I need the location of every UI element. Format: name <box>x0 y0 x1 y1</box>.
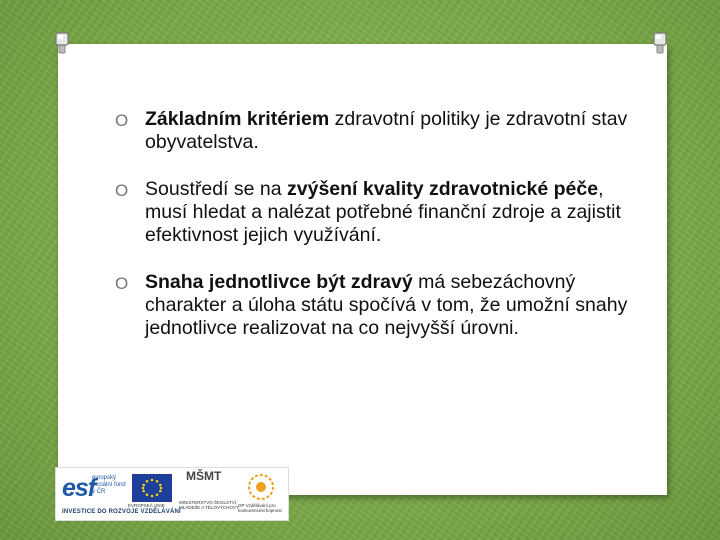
eu-caption: EVROPSKÁ UNIE <box>128 503 165 508</box>
eu-flag-icon <box>132 474 172 502</box>
bullet-item <box>115 108 635 154</box>
bullet-text: Soustředí se na <box>145 178 288 200</box>
pin-right-icon <box>652 32 668 54</box>
msmt-logo: MŠMT <box>186 469 222 483</box>
bullet-text: má sebezáchovný charakter a úloha státu spočívá v tom, že umožní snahy jednotlivce realizovat na co nejvyšší úrovni. <box>145 271 628 339</box>
esf-logo: esf evropský sociální fond v ČR <box>62 474 126 502</box>
bullet-marker: O <box>115 274 129 293</box>
msmt-caption: MINISTERSTVO ŠKOLSTVÍ, MLÁDEŽE A TĚLOVÝCHOVY <box>179 500 239 510</box>
pin-left-icon <box>54 32 70 54</box>
bullet-bold-text: Snaha jednotlivce být zdravý <box>145 271 413 293</box>
bullet-bold-text: zvýšení kvality zdravotnické péče <box>287 178 599 200</box>
bullet-marker: O <box>115 181 129 200</box>
bullet-item <box>115 178 635 247</box>
op-caption: OP Vzdělávání pro konkurenceschopnost <box>238 503 282 513</box>
bullet-text: , musí hledat a nalézat potřebné finanční zdroje a zajistit efektivnost jejich využívání. <box>145 178 621 246</box>
funding-logos-strip <box>55 467 289 521</box>
logos-footer-text: INVESTICE DO ROZVOJE VZDĚLÁVÁNÍ <box>62 509 181 515</box>
bullet-bold-text: Základním kritériem <box>145 108 330 130</box>
bullet-text: zdravotní politiky je zdravotní stav obyvatelstva. <box>145 108 628 153</box>
op-logo-icon <box>246 472 276 502</box>
bullet-list <box>115 108 635 364</box>
bullet-item <box>115 271 635 340</box>
bullet-marker: O <box>115 111 129 130</box>
